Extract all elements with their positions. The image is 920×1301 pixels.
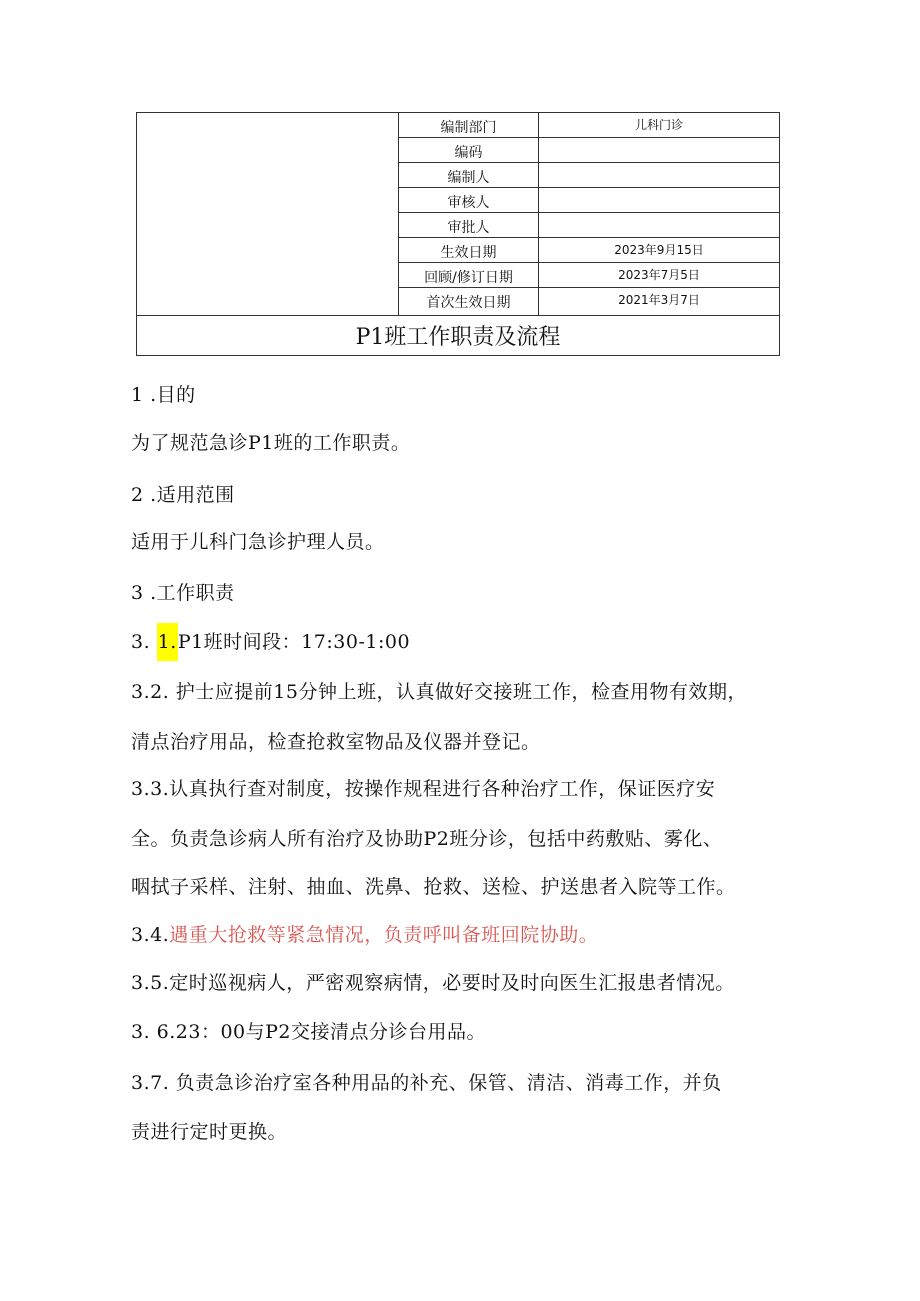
document-title: P1班工作职责及流程 xyxy=(137,315,779,355)
meta-value xyxy=(539,188,779,212)
meta-label: 审批人 xyxy=(399,213,539,237)
meta-row-effective-date xyxy=(399,238,779,263)
meta-row-first-effective-date xyxy=(399,288,779,315)
item-3-4-text: 遇重大抢救等紧急情况，负责呼叫备班回院协助。 xyxy=(169,924,599,946)
meta-label: 编码 xyxy=(399,138,539,162)
meta-label: 编制人 xyxy=(399,163,539,187)
meta-row-reviewer xyxy=(399,188,779,213)
item-3-3-line-2: 全。负责急诊病人所有治疗及协助P2班分诊，包括中药敷贴、雾化、 xyxy=(131,828,723,850)
item-3-4 xyxy=(131,920,598,947)
section-2-text: 适用于儿科门急诊护理人员。 xyxy=(131,531,385,553)
item-3-3-line-1: 3.3.认真执行查对制度，按操作规程进行各种治疗工作，保证医疗安 xyxy=(131,778,716,800)
meta-label: 回顾/修订日期 xyxy=(399,263,539,287)
logo-cell xyxy=(137,113,399,315)
meta-value: 2021年3月7日 xyxy=(618,293,700,307)
section-1-heading: 1 .目的 xyxy=(131,384,196,406)
section-1-text: 为了规范急诊P1班的工作职责。 xyxy=(131,432,411,454)
meta-value: 2023年7月5日 xyxy=(618,268,700,282)
item-3-1-prefix: 3. xyxy=(131,631,157,653)
item-3-7-line-1: 3.7. 负责急诊治疗室各种用品的补充、保管、清洁、消毒工作，并负 xyxy=(131,1072,722,1094)
meta-label: 编制部门 xyxy=(399,113,539,137)
document-header-table xyxy=(136,112,780,356)
item-3-1 xyxy=(131,627,410,654)
meta-label: 审核人 xyxy=(399,188,539,212)
meta-row-department xyxy=(399,113,779,138)
item-3-5: 3.5.定时巡视病人，严密观察病情，必要时及时向医生汇报患者情况。 xyxy=(131,972,735,994)
section-3-heading: 3 .工作职责 xyxy=(131,582,235,604)
item-3-6: 3. 6.23：00与P2交接清点分诊台用品。 xyxy=(131,1021,487,1043)
meta-value xyxy=(539,213,779,237)
highlight-mark: 1. xyxy=(157,623,178,661)
item-3-2-line-2: 清点治疗用品，检查抢救室物品及仪器并登记。 xyxy=(131,731,541,753)
meta-row-approver xyxy=(399,213,779,238)
item-3-3-line-3: 咽拭子采样、注射、抽血、洗鼻、抢救、送检、护送患者入院等工作。 xyxy=(131,876,736,898)
item-3-1-text: P1班时间段：17:30-1:00 xyxy=(177,631,411,653)
section-2-heading: 2 .适用范围 xyxy=(131,484,235,506)
item-3-7-line-2: 责进行定时更换。 xyxy=(131,1121,288,1143)
meta-value xyxy=(539,163,779,187)
meta-label: 首次生效日期 xyxy=(399,288,539,315)
meta-row-author xyxy=(399,163,779,188)
meta-label: 生效日期 xyxy=(399,238,539,262)
meta-value xyxy=(539,138,779,162)
meta-value: 2023年9月15日 xyxy=(614,243,704,257)
item-3-4-prefix: 3.4. xyxy=(131,924,170,946)
item-3-2-line-1: 3.2. 护士应提前15分钟上班，认真做好交接班工作，检查用物有效期， xyxy=(131,681,747,703)
meta-row-code xyxy=(399,138,779,163)
meta-row-review-date xyxy=(399,263,779,288)
meta-value: 儿科门诊 xyxy=(634,118,683,132)
